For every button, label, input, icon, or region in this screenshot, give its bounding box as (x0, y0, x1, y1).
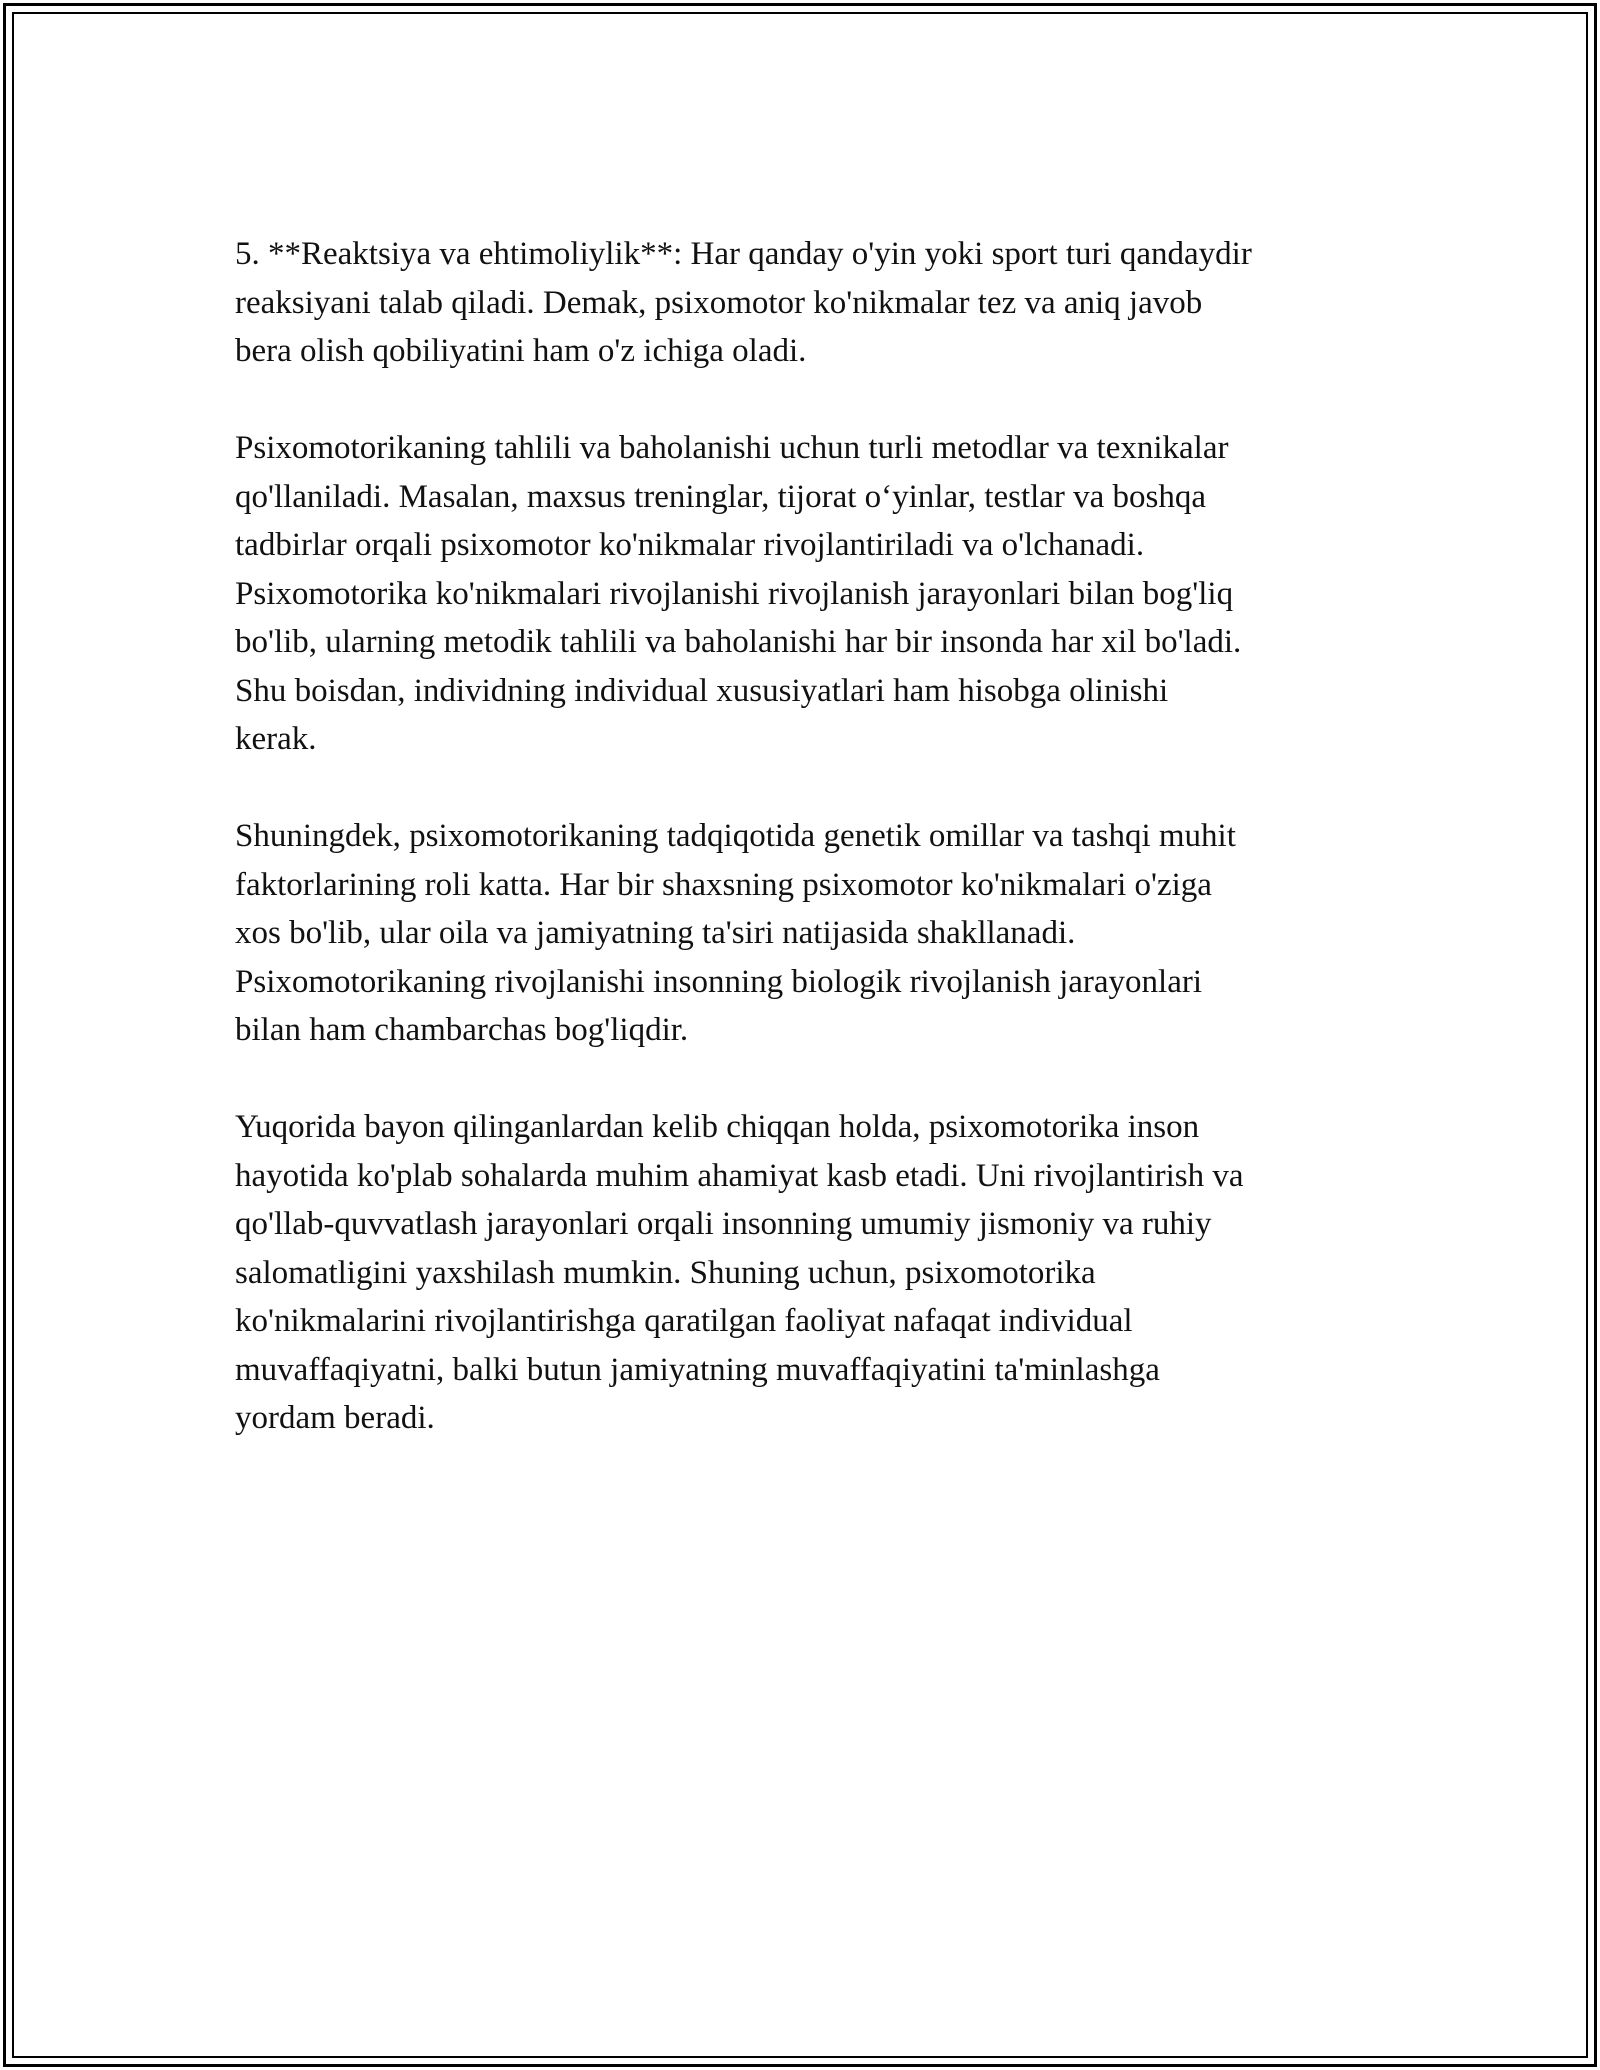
text-line: qo'llaniladi. Masalan, maxsus treninglar, tijorat o‘yinlar, testlar va boshqa (235, 478, 1207, 515)
paragraph-reaction (235, 230, 1385, 376)
paragraph-analysis-methods (235, 424, 1385, 764)
text-line: reaksiyani talab qiladi. Demak, psixomotor ko'nikmalar tez va aniq javob (235, 284, 1203, 321)
text-line: bo'lib, ularning metodik tahlili va baholanishi har bir insonda har xil bo'ladi. (235, 624, 1242, 660)
text-line: bilan ham chambarchas bog'liqdir. (235, 1012, 689, 1048)
text-line: 5. **Reaktsiya va ehtimoliylik**: Har qanday o'yin yoki sport turi qandaydir (235, 236, 1252, 272)
text-line: salomatligini yaxshilash mumkin. Shuning uchun, psixomotorika (235, 1254, 1096, 1291)
text-line: Psixomotorikaning tahlili va baholanishi uchun turli metodlar va texnikalar (235, 430, 1229, 466)
text-line: Psixomotorika ko'nikmalari rivojlanishi rivojlanish jarayonlari bilan bog'liq (235, 575, 1234, 612)
text-line: ko'nikmalarini rivojlantirishga qaratilgan faoliyat nafaqat individual (235, 1303, 1133, 1339)
text-line: bera olish qobiliyatini ham o'z ichiga oladi. (235, 333, 807, 369)
document-body (235, 230, 1385, 1491)
text-line: xos bo'lib, ular oila va jamiyatning ta'siri natijasida shakllanadi. (235, 915, 1076, 951)
text-line: Yuqorida bayon qilinganlardan kelib chiqqan holda, psixomotorika inson (235, 1109, 1200, 1145)
paragraph-genetic-factors (235, 812, 1385, 1055)
paragraph-conclusion (235, 1103, 1385, 1443)
text-line: Shuningdek, psixomotorikaning tadqiqotida genetik omillar va tashqi muhit (235, 818, 1236, 854)
text-line: hayotida ko'plab sohalarda muhim ahamiyat kasb etadi. Uni rivojlantirish va (235, 1157, 1244, 1194)
text-line: yordam beradi. (235, 1400, 435, 1436)
text-line: qo'llab-quvvatlash jarayonlari orqali insonning umumiy jismoniy va ruhiy (235, 1206, 1212, 1242)
text-line: tadbirlar orqali psixomotor ko'nikmalar rivojlantiriladi va o'lchanadi. (235, 527, 1145, 563)
text-line: Shu boisdan, individning individual xususiyatlari ham hisobga olinishi (235, 672, 1169, 709)
text-line: muvaffaqiyatni, balki butun jamiyatning muvaffaqiyatini ta'minlashga (235, 1351, 1160, 1388)
text-line: kerak. (235, 721, 317, 757)
text-line: faktorlarining roli katta. Har bir shaxsning psixomotor ko'nikmalari o'ziga (235, 866, 1212, 903)
text-line: Psixomotorikaning rivojlanishi insonning biologik rivojlanish jarayonlari (235, 963, 1203, 1000)
